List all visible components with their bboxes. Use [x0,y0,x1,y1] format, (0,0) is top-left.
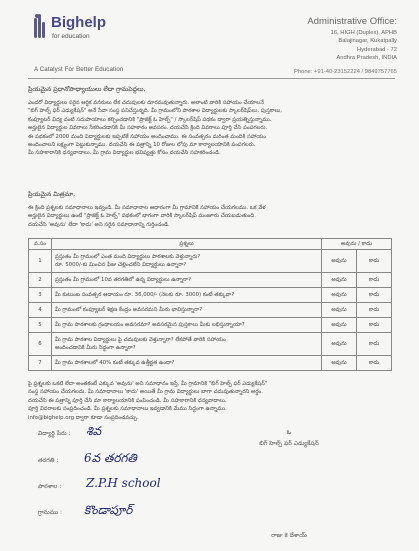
question-text: రూ. 5000/-కు మించిన ఫీజు చెల్లించలేని విద్యార్థులు ఉన్నారా? [55,262,187,268]
question-cell [52,273,322,288]
no-option[interactable]: కాదు [357,318,392,333]
row-number: 6 [29,333,52,356]
address-line: 16, HIGH (Duplex), APHB [330,30,397,36]
text-line: అర్హులైన విద్యార్థులు ఉంటే "ప్రాజెక్ట్ ఓ హెల్ప్" పథకంలో భాగంగా వారికి స్కాలర్‌షిప్ మంజూరు చేయబడుతుంది. [28,213,256,220]
yes-option[interactable]: అవును [322,288,357,303]
question-text: మీ గ్రామ పాఠశాలకు గ్రంథాలయం అవసరమా? అవసరమైన పుస్తకాలు మీకు లభిస్తున్నాయా? [55,322,245,328]
question-cell [52,333,322,356]
office-address [247,16,397,62]
address-line: Hyderabad - 72 [357,46,397,53]
tagline: A Catalyst For Better Education [34,66,124,73]
no-option[interactable]: కాదు [357,333,392,356]
no-option[interactable]: కాదు [357,356,392,371]
text-line: సంస్థ సహాయం చేయగలదు. మీ సమాధానాలు 'కాదు' అయితే మీ గ్రామ విద్యార్థులు బాగా చదువుతున్నారని అర్థం. [28,389,263,396]
table-row [29,288,392,303]
table-row [29,303,392,318]
text-line: దయచేసి 'అవును' లేదా 'కాదు' అని సరైన సమాధానాన్ని గుర్తించండి. [28,221,170,228]
text-line: పూర్తి వివరాలకు సంప్రదించండి. మీ ప్రశ్నలకు సమాధానాలు ఇవ్వడానికి మేము సిద్ధంగా ఉన్నాము. [28,406,227,413]
brand-subtitle: for education [52,33,90,40]
office-title: Administrative Office: [307,16,397,27]
school-field[interactable]: Z.P.H school [86,476,161,490]
text-line: మీ సహకారానికి ధన్యవాదాలు. మీ గ్రామ విద్యార్థుల భవిష్యత్తు కోసం దయచేసి సహకరించండి. [28,150,221,157]
office-phone: Phone: +91-40-23152224 / 9849757765 [294,69,397,75]
village-label: గ్రామము : [38,509,63,516]
signature-title: బిగ్ హెల్ప్ ఫర్ ఎడ్యుకేషన్ [259,440,319,447]
text-line: అందించాలని లక్ష్యంగా పెట్టుకున్నాము. దయచేసి ఈ పత్రాన్ని 10 రోజుల లోపు మా కార్యాలయానికి పంపగలరు. [28,142,256,149]
question-cell [52,318,322,333]
column-header: ప్రశ్నలు [52,239,322,250]
text-line: ఈ క్రింది ప్రశ్నలకు సమాధానాలు ఇవ్వండి. మీ సమాధానాల ఆధారంగా మీ గ్రామానికి సహాయం చేయగలము. ఒక వేళ [28,205,266,211]
question-text: ప్రస్తుతం మీ గ్రామంలో ఎంత మంది విద్యార్థులు పాఠశాలకు వెళ్తున్నారు? [55,254,201,260]
school-label: పాఠశాల : [38,483,62,490]
row-number: 7 [29,356,52,371]
address-line: Balajinagar, Kukatpally [338,38,397,45]
no-option[interactable]: కాదు [357,288,392,303]
yes-option[interactable]: అవును [322,273,357,288]
row-number: 4 [29,303,52,318]
table-row [29,273,392,288]
column-header: అవును / కాదు [322,239,392,250]
yes-option[interactable]: అవును [322,333,357,356]
text-line: అర్హులైన విద్యార్థుల వివరాలు సేకరించడానికి మీ సహకారం అవసరం. దయచేసి క్రింది వివరాలు పూర్తి చేసి పంపగలరు. [28,125,268,132]
question-cell [52,356,322,371]
section-paragraph [28,204,392,229]
question-text: అందించడానికి మీరు సిద్ధంగా ఉన్నారా? [55,345,136,351]
yes-option[interactable]: అవును [322,356,357,371]
table-row [29,333,392,356]
closing-paragraph [28,380,392,422]
no-option[interactable]: కాదు [357,303,392,318]
no-option[interactable]: కాదు [357,250,392,273]
row-number: 1 [29,250,52,273]
header-divider [28,78,395,79]
signature-name: రాజు కె దేశాయ్ [271,532,307,539]
student-name-field[interactable]: శివ [86,424,102,438]
question-cell [52,250,322,273]
student-name-label: విద్యార్థి పేరు : [38,430,71,437]
question-text: మీ గ్రామ పాఠశాలలో 40% కంటే తక్కువ ఉత్తీర్ణత ఉందా? [55,360,175,366]
address-line: Andhra Pradesh, INDIA [336,54,397,61]
logo-icon [34,14,46,38]
text-line: ఈ పథకంలో 2000 మంది విద్యార్థులకు ఇప్పటికే సహాయం అందించాము. ఈ సంవత్సరం మరింత మందికి సహాయం [28,133,267,140]
question-cell [52,303,322,318]
question-text: మీ గ్రామ పాఠశాల విద్యార్థులు పై చదువులకు వెళ్తున్నారా? లేకపోతే వారికి సహాయం [55,337,226,343]
text-line: పై ప్రశ్నలకు ఒకటి లేదా అంతకంటే ఎక్కువ 'అవును' అని సమాధానం ఇస్తే, మీ గ్రామానికి "బిగ్ హెల్ప్ ఫర్ ఎడ్యుకేషన్" [28,381,268,387]
yes-option[interactable]: అవును [322,250,357,273]
text-line: ఎందరో విద్యార్థులు సరైన ఆర్థిక వనరులు లేక చదువులకు దూరమవుతున్నారు. అలాంటి వారికి సహాయం చేయాలనే [28,100,264,106]
no-option[interactable]: కాదు [357,273,392,288]
row-number: 3 [29,288,52,303]
table-row [29,318,392,333]
table-row [29,250,392,273]
question-text: మీ గ్రామంలో కంప్యూటర్ శిక్షణ కేంద్రం అవసరమని మీరు భావిస్తున్నారా? [55,307,203,313]
salutation: ప్రియమైన ప్రధానోపాధ్యాయులు లేదా గ్రామపెద్దలు, [28,86,146,93]
question-cell [52,288,322,303]
yes-option[interactable]: అవును [322,303,357,318]
row-number: 5 [29,318,52,333]
text-line: దయచేసి ఈ పత్రాన్ని పూర్తి చేసి మా కార్యాలయానికి పంపించండి. మీ సహకారానికి ధన్యవాదాలు. [28,397,227,404]
signature-mark: ఓ [286,429,292,436]
text-line: కంప్యూటర్ విద్య వంటి సదుపాయాలు కల్పించడానికి "ప్రాజెక్ట్ ఓ హెల్ప్" / స్కాలర్‌షిప్ పథకం ద్వారా ప్రయత్నిస్తున్నాము. [28,116,272,123]
intro-paragraph [28,99,392,158]
question-text: ప్రస్తుతం మీ గ్రామంలో 10వ తరగతిలో ఉన్న విద్యార్థులు ఉన్నారా? [55,277,192,283]
class-label: తరగతి : [38,457,59,464]
table-row [29,356,392,371]
class-field[interactable]: 6వ తరగతి [84,451,137,465]
table-header-row [29,239,392,250]
column-header: వ.సం [29,239,52,250]
row-number: 2 [29,273,52,288]
yes-option[interactable]: అవును [322,318,357,333]
logo [34,14,164,64]
section-heading: ప్రియమైన మిత్రమా, [28,191,76,198]
text-line: "బిగ్ హెల్ప్ ఫర్ ఎడ్యుకేషన్" అనే సేవా సంస్థ పనిచేస్తున్నది. మీ గ్రామంలోని పాఠశాల విద్యార్థులకు స్కాలర్‌షిప్‌లు, పుస్తకాలు, [28,108,282,115]
text-line: info@bighelp.org ద్వారా కూడా సంప్రదించవచ్చు. [28,414,139,421]
village-field[interactable]: కొండాపూర్ [84,503,133,517]
question-text: మీ కుటుంబ సంవత్సర ఆదాయం రూ. 36,000/- (నెలకు రూ. 3000) కంటే తక్కువా? [55,292,235,298]
brand-name: Bighelp [51,14,106,31]
questions-table [28,238,392,371]
